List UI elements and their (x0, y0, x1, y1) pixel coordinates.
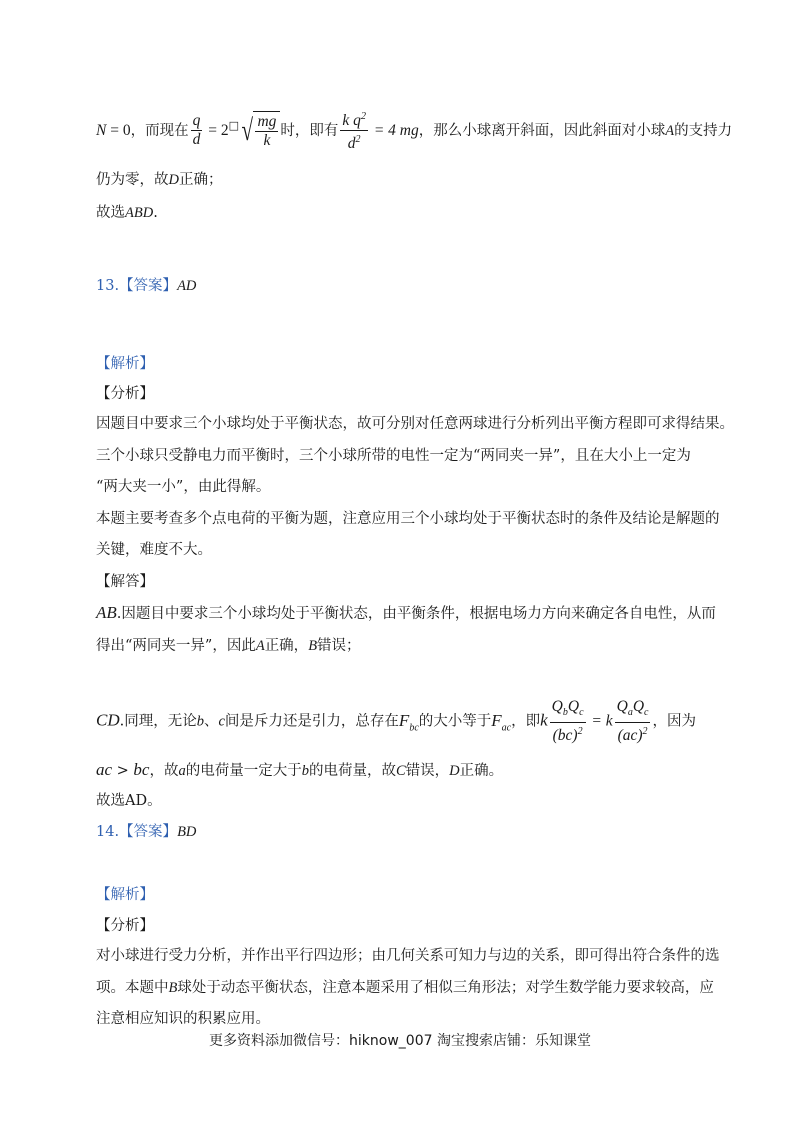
text-line: 关键，难度不大。 (96, 542, 212, 558)
text-line: 故选AD。 (96, 793, 162, 809)
answer-13: 13.【答案】AD (96, 278, 197, 294)
section-jieda: 【解答】 (96, 574, 154, 590)
section-jiexi: 【解析】 (96, 356, 154, 372)
text-line: AB.因题目中要求三个小球均处于平衡状态，由平衡条件，根据电场力方向来确定各自电性，从而 (96, 603, 716, 622)
text-line: “两大夹一小”，由此得解。 (96, 479, 271, 495)
text-line: 得出“两同夹一异”，因此A正确，B错误； (96, 638, 361, 654)
section-fenxi: 【分析】 (96, 386, 154, 402)
text-line: 故选ABD. (96, 205, 158, 221)
section-fenxi: 【分析】 (96, 918, 154, 934)
fraction-kq2-over-d2: $\frac{k q^2}{d^2}$ (340, 108, 368, 153)
text-line: 因题目中要求三个小球均处于平衡状态，故可分别对任意两球进行分析列出平衡方程即可求得结果。 (96, 416, 734, 432)
fraction-qaqc-over-ac2: $\frac{Q_aQ_c}{(ac)^2}$ (616, 698, 649, 745)
text-line: 本题主要考查多个点电荷的平衡为题，注意应用三个小球均处于平衡状态时的条件及结论是解题的 (96, 511, 720, 527)
page-footer: 更多资料添加微信号：hiknow_007 淘宝搜索店铺：乐知课堂 (209, 1033, 591, 1049)
text-line: ac > bc，故a的电荷量一定大于b的电荷量，故C错误，D正确。 (96, 760, 504, 779)
text-line: 注意相应知识的积累应用。 (96, 1011, 270, 1027)
formula-line-cd: CD.同理，无论b、c间是斥力还是引力，总存在$F_{bc}$的大小等于$F_{ac}$，即k $\frac{Q_bQ_c}{(bc)^2}$ = k $\frac{Q_aQ_c}{(ac)^2}$ ，因为 (96, 698, 696, 745)
text-line: 对小球进行受力分析，并作出平行四边形；由几何关系可知力与边的关系，即可得出符合条件的选 (96, 948, 720, 964)
text-line: 仍为零，故D正确； (96, 172, 223, 188)
text-line: 项。本题中B球处于动态平衡状态，注意本题采用了相似三角形法；对学生数学能力要求较高，应 (96, 980, 714, 996)
formula-line-1: N = 0，而现在 $\frac{q}{d}$ = 2□ √ $\frac{mg}{k}$ 时，即有 $\frac{k q^2}{d^2}$ = 4 mg，那么小球离开斜面，因此斜面对小球A的支持力 (96, 108, 704, 153)
answer-14: 14.【答案】BD (96, 824, 197, 840)
fraction-q-over-d: $\frac{q}{d}$ (192, 112, 201, 149)
text-line: 三个小球只受静电力而平衡时，三个小球所带的电性一定为“两同夹一异”，且在大小上一定为 (96, 448, 691, 464)
fraction-qbqc-over-bc2: $\frac{Q_bQ_c}{(bc)^2}$ (551, 698, 584, 745)
section-jiexi: 【解析】 (96, 887, 154, 903)
sqrt-mg-over-k: √ $\frac{mg}{k}$ (239, 111, 280, 151)
